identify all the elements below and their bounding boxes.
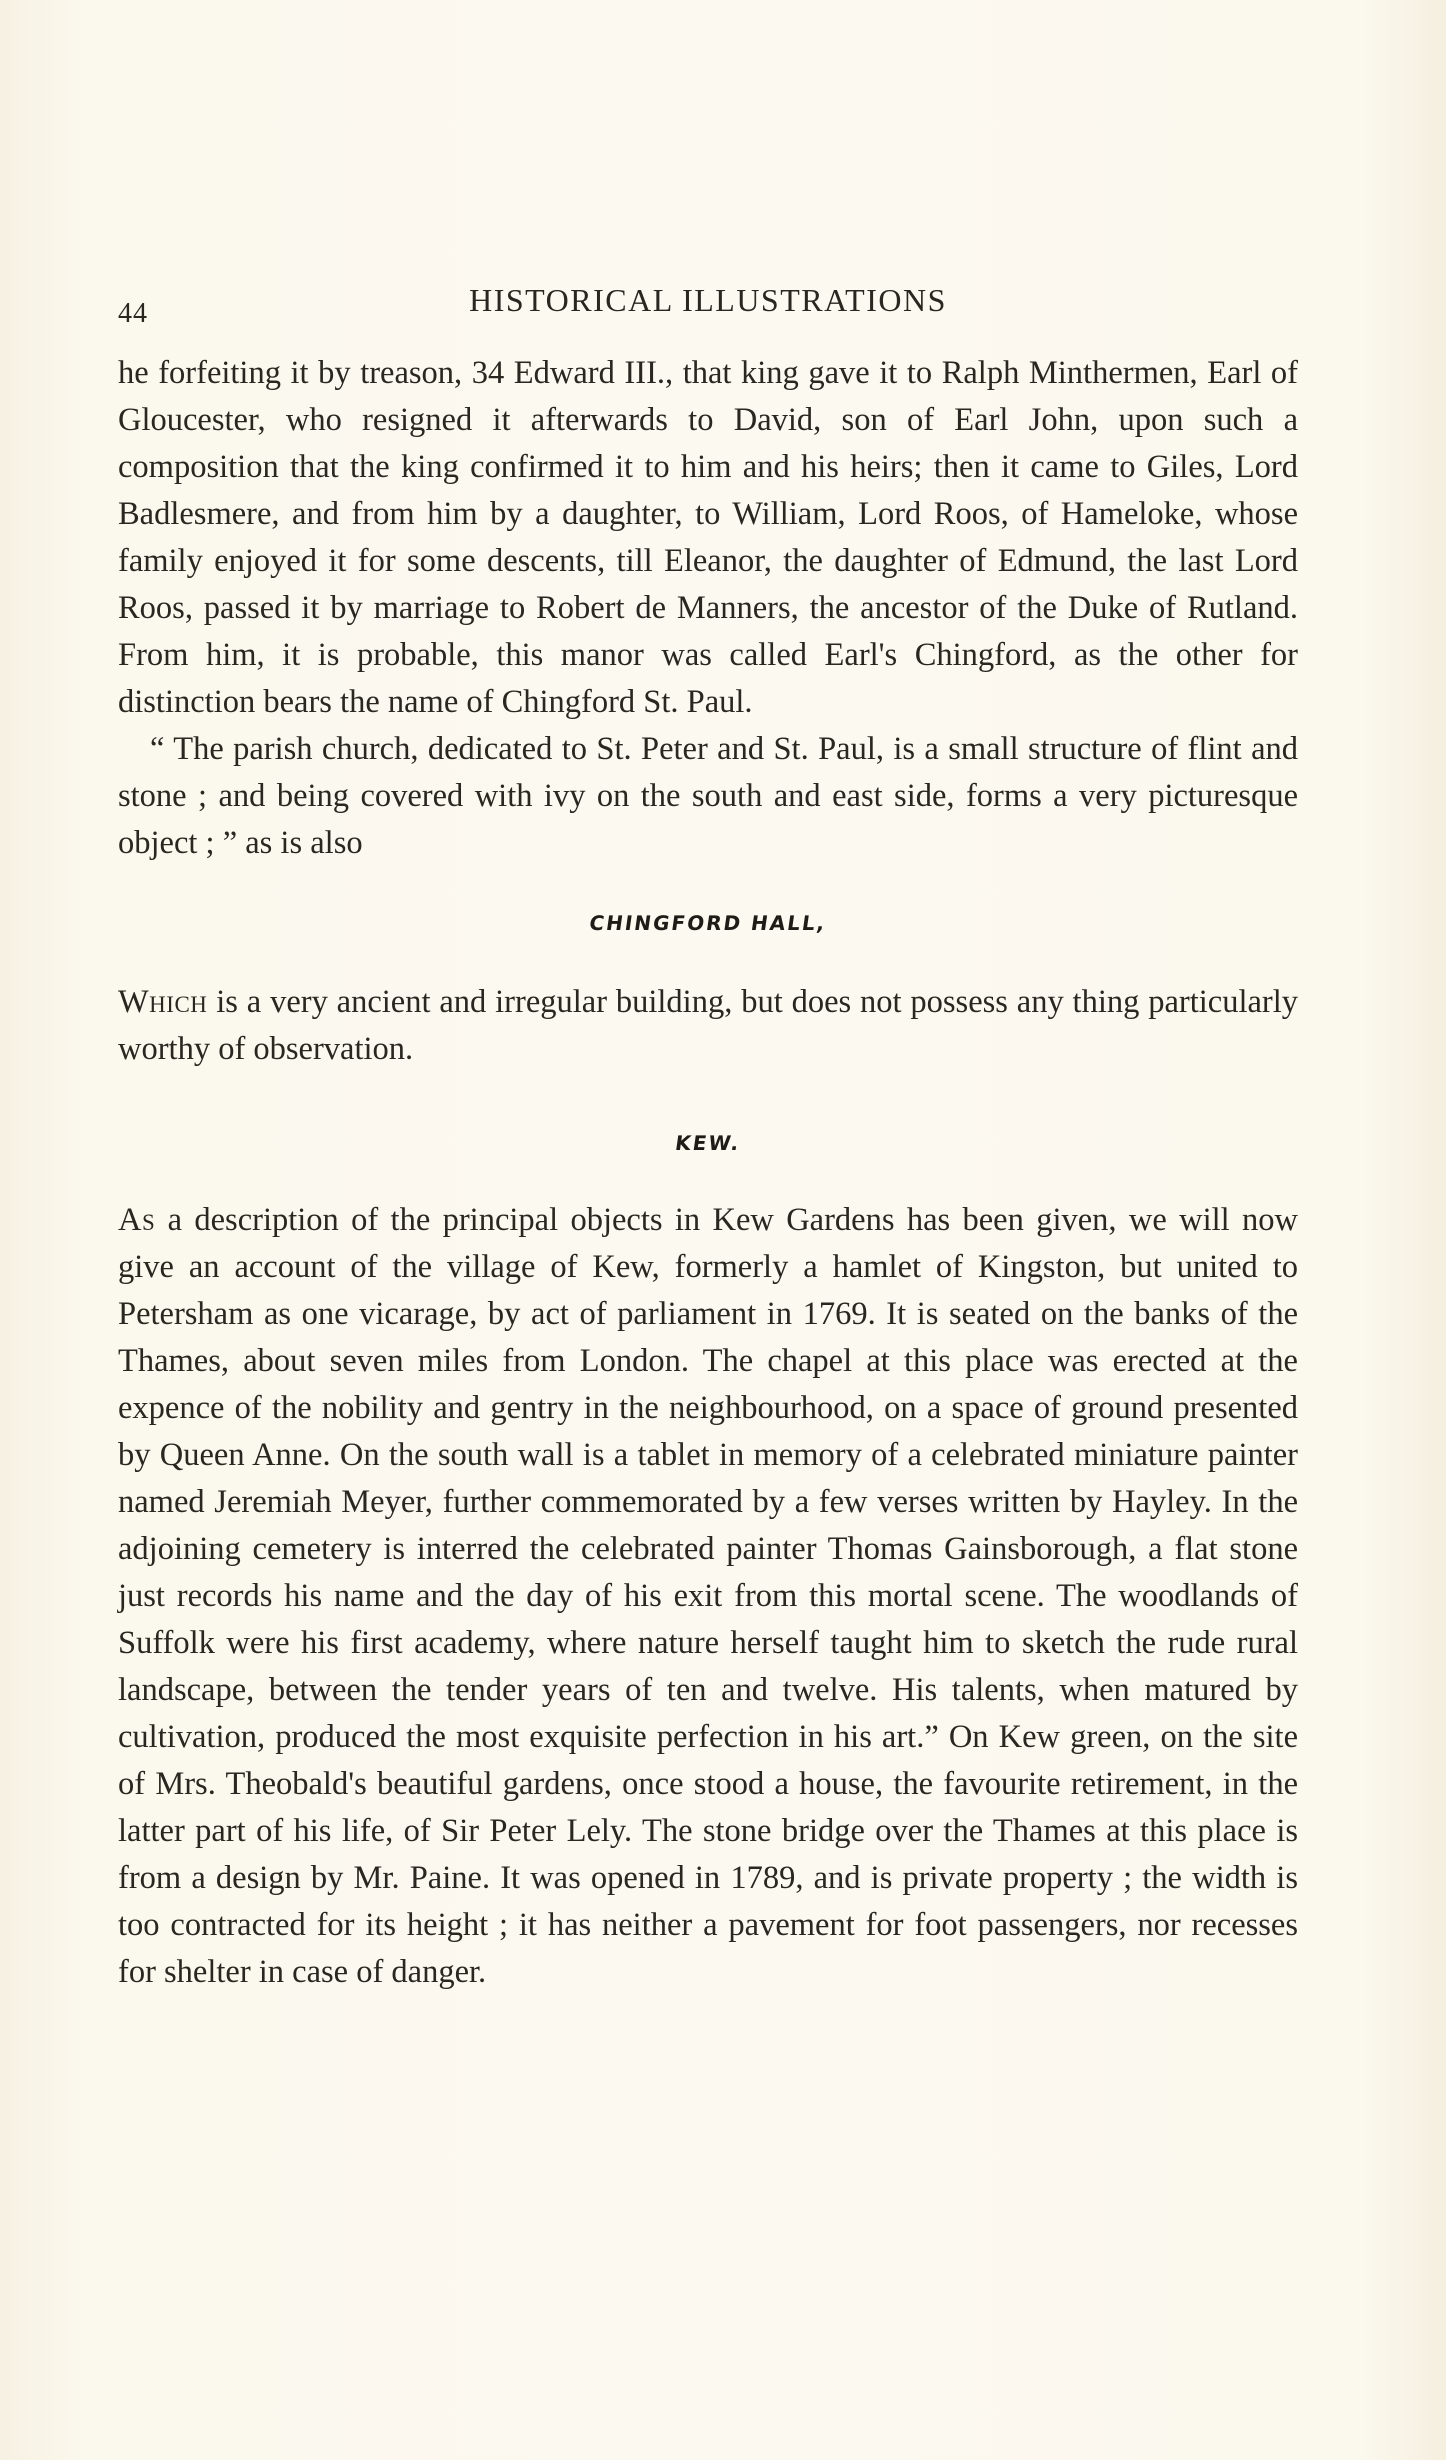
- lead-word: As: [118, 1202, 156, 1238]
- body-text: [118, 350, 1298, 1996]
- running-title: HISTORICAL ILLUSTRATIONS: [469, 282, 947, 318]
- page-number: 44: [118, 298, 148, 329]
- section-heading-kew: KEW.: [673, 1131, 743, 1155]
- section-heading-chingford-hall: CHINGFORD HALL,: [587, 911, 829, 935]
- paragraph-chingford-hall: [118, 979, 1298, 1073]
- paragraph-chingford-manor: he forfeiting it by treason, 34 Edward III., that king gave it to Ralph Minthermen, Earl of Gloucester, who resigned it afterwards to David, son of Earl John, upon such a composition that the king confirmed it to him and his heirs; then it came to Giles, Lord Badlesmere, and from him by a daughter, to William, Lord Roos, of Hameloke, whose family enjoyed it for some descents, till Eleanor, the daughter of Edmund, the last Lord Roos, passed it by marriage to Robert de Manners, the ancestor of the Duke of Rutland. From him, it is probable, this manor was called Earl's Chingford, as the other for distinction bears the name of Chingford St. Paul.: [118, 355, 1298, 720]
- paragraph-parish-church: “ The parish church, dedicated to St. Peter and St. Paul, is a small structure of flint and stone ; and being covered with ivy on the south and east side, forms a very picturesque object ; ” as is also: [118, 731, 1298, 861]
- paragraph-kew: [118, 1197, 1298, 1996]
- lead-word: Which: [118, 984, 208, 1020]
- paragraph-text: a description of the principal objects in Kew Gardens has been given, we will now give an account of the village of Kew, formerly a hamlet of Kingston, but united to Petersham as one vicarage, by act of parliament in 1769. It is seated on the banks of the Thames, about seven miles from London. The chapel at this place was erected at the expence of the nobility and gentry in the neighbourhood, on a space of ground presented by Queen Anne. On the south wall is a tablet in memory of a celebrated miniature painter named Jeremiah Meyer, further commemorated by a few verses written by Hayley. In the adjoining cemetery is interred the celebrated painter Thomas Gainsborough, a flat stone just records his name and the day of his exit from this mortal scene. The woodlands of Suffolk were his first academy, where nature herself taught him to sketch the rude rural landscape, between the tender years of ten and twelve. His talents, when matured by cultivation, produced the most exquisite perfection in his art.” On Kew green, on the site of Mrs. Theobald's beautiful gardens, once stood a house, the favourite retirement, in the latter part of his life, of Sir Peter Lely. The stone bridge over the Thames at this place is from a design by Mr. Paine. It was opened in 1789, and is private property ; the width is too contracted for its height ; it has neither a pavement for foot passengers, nor recesses for shelter in case of danger.: [118, 1202, 1298, 1990]
- running-head: [118, 280, 1298, 330]
- paragraph-text: is a very ancient and irregular building, but does not possess any thing particularly worthy of observation.: [118, 984, 1298, 1067]
